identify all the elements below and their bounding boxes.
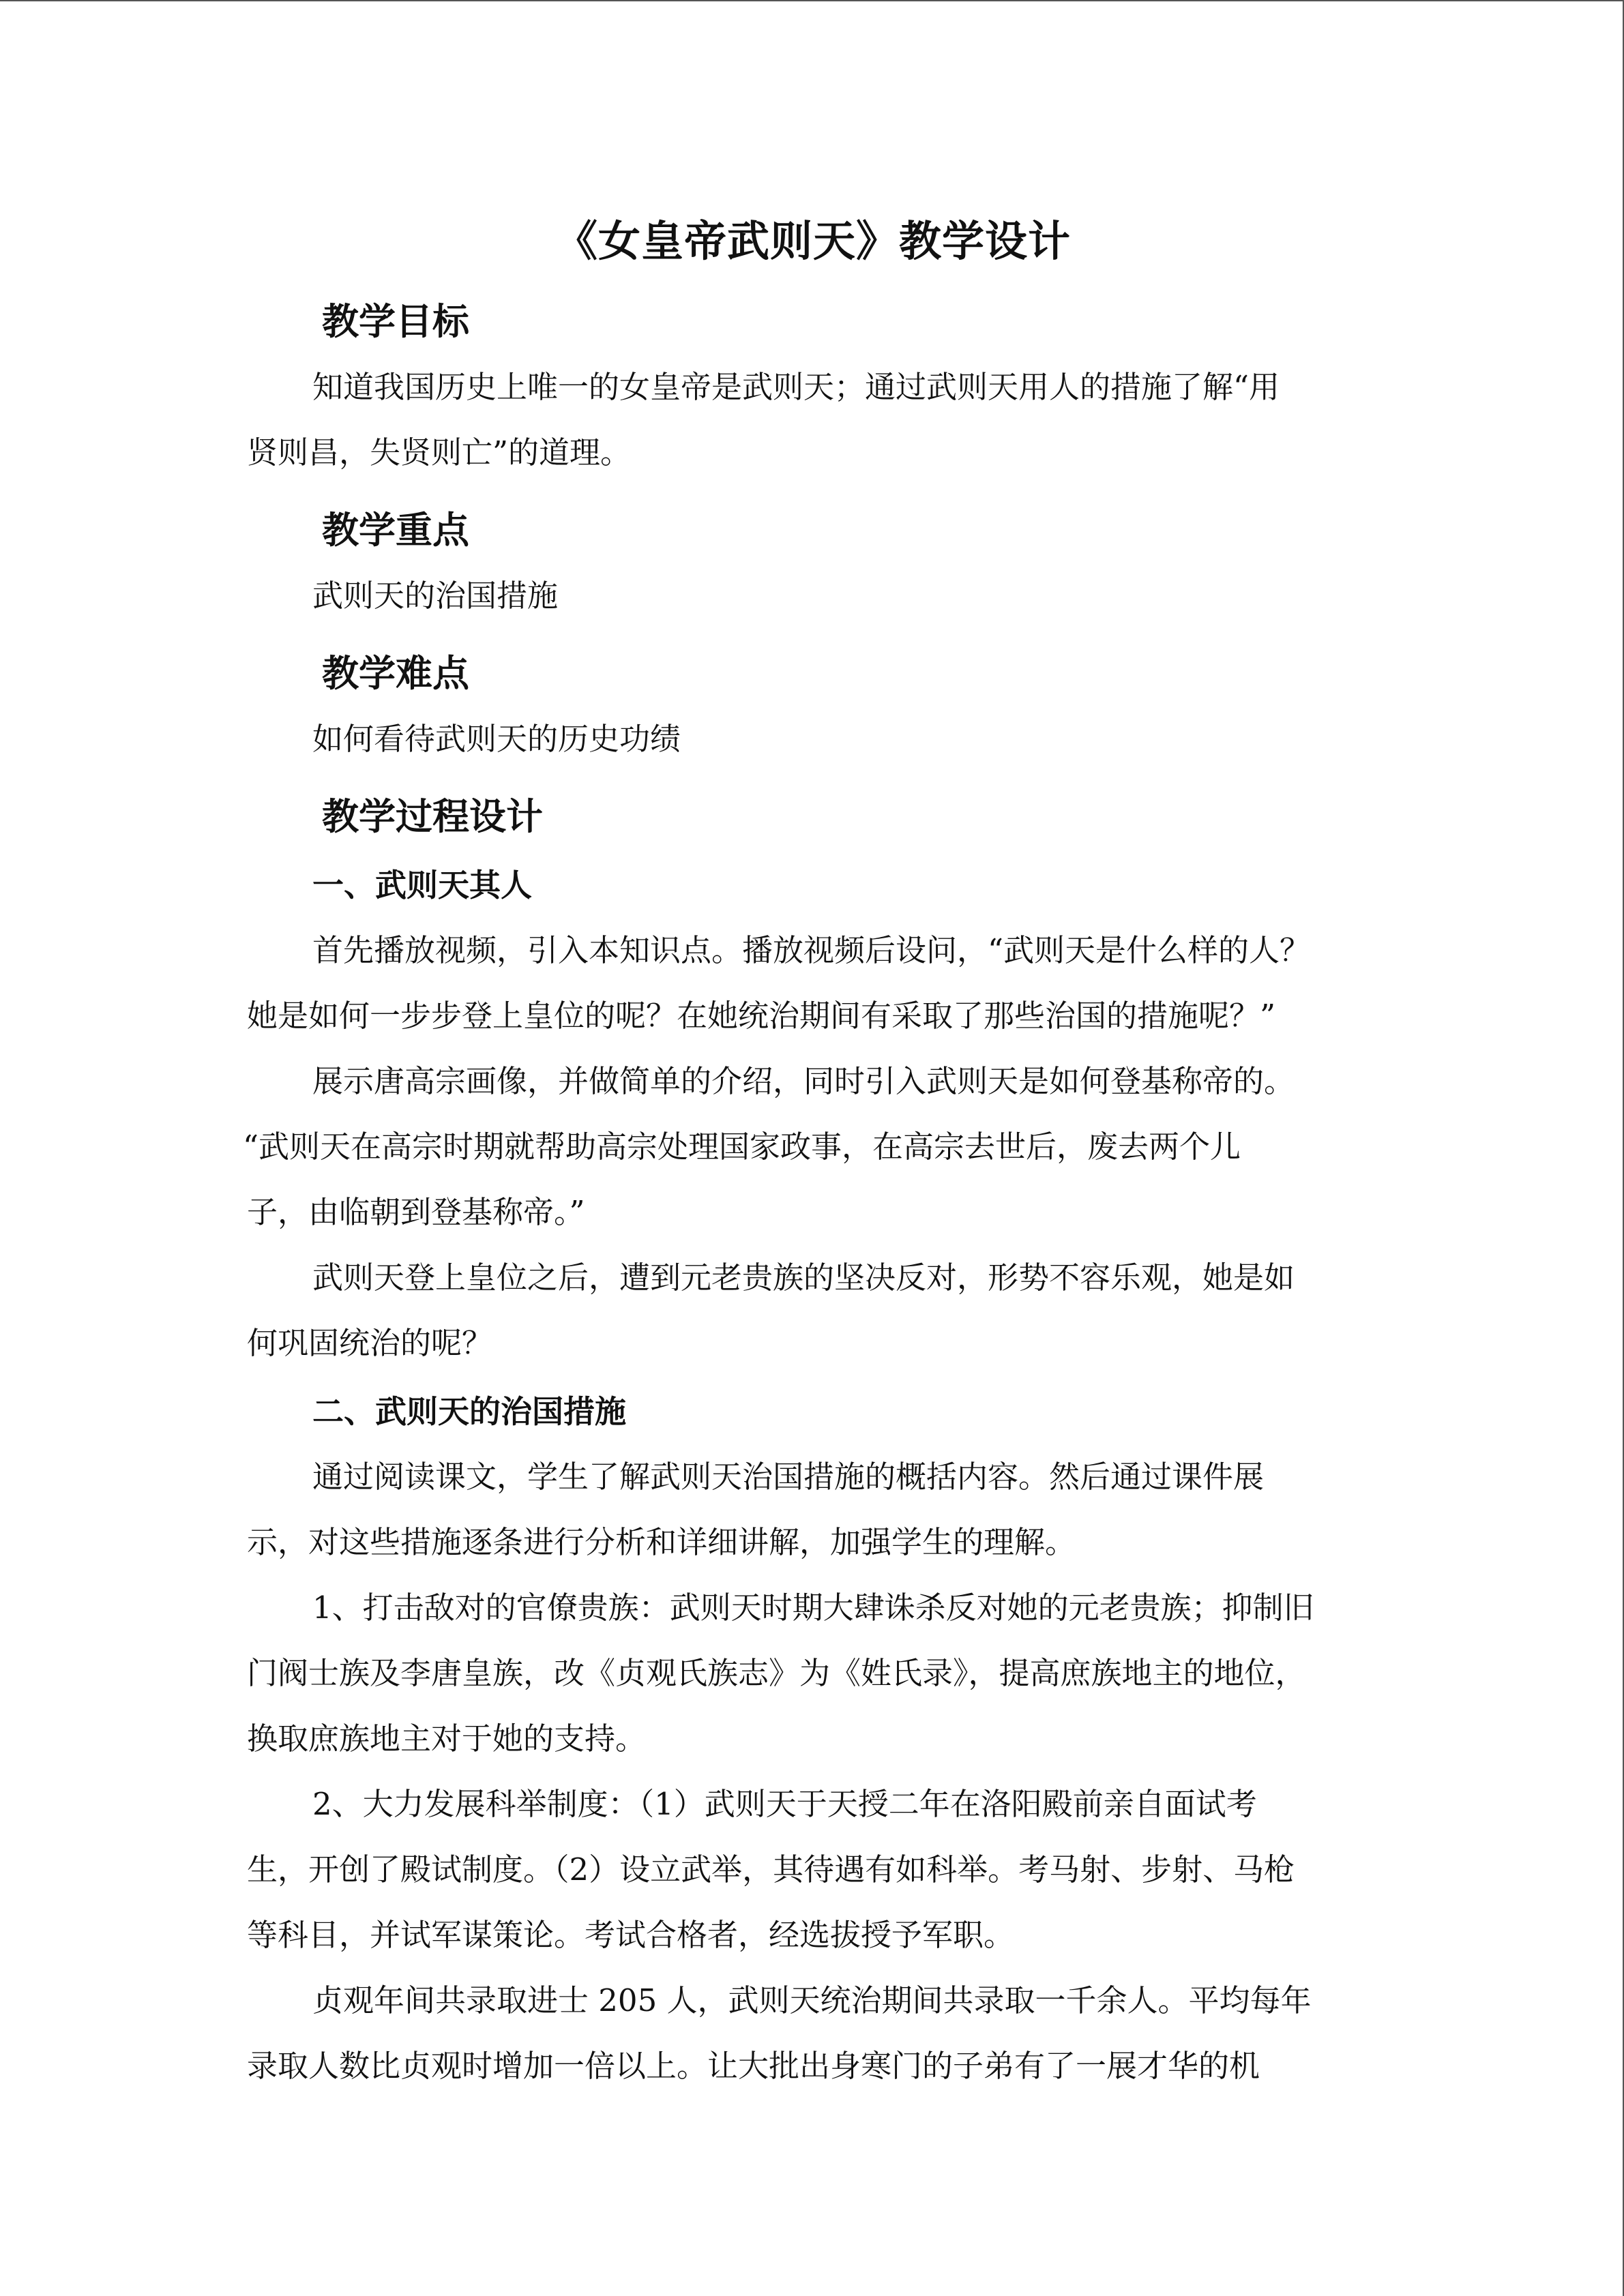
text-line: 录取人数比贞观时增加一倍以上。让大批出身寒门的子弟有了一展才华的机 <box>247 2048 1260 2084</box>
text-line: 子，由临朝到登基称帝。” <box>247 1194 585 1230</box>
text-line: 如何看待武则天的历史功绩 <box>312 721 681 757</box>
text-line: 武则天登上皇位之后，遭到元老贵族的坚决反对，形势不容乐观，她是如 <box>312 1259 1295 1296</box>
text-line: 知道我国历史上唯一的女皇帝是武则天；通过武则天用人的措施了解“用 <box>312 369 1280 405</box>
section-heading-goals: 教学目标 <box>322 300 469 343</box>
sub-heading-part2: 二、武则天的治国措施 <box>312 1393 626 1430</box>
text-line: “武则天在高宗时期就帮助高宗处理国家政事，在高宗去世后，废去两个儿 <box>243 1129 1241 1165</box>
section-heading-process: 教学过程设计 <box>322 795 543 838</box>
text-line: 首先播放视频，引入本知识点。播放视频后设问，“武则天是什么样的人？ <box>312 932 1311 968</box>
text-line: 贤则昌，失贤则亡”的道理。 <box>247 434 632 471</box>
text-line: 生，开创了殿试制度。（2）设立武举，其待遇有如科举。考马射、步射、马枪 <box>247 1851 1295 1888</box>
text-line: 她是如何一步步登上皇位的呢？在她统治期间有采取了那些治国的措施呢？” <box>247 998 1276 1034</box>
document-title: 《女皇帝武则天》教学设计 <box>555 216 1071 266</box>
paragraph-difficulties <box>247 706 1379 772</box>
text-line: 2、大力发展科举制度：（1）武则天于天授二年在洛阳殿前亲自面试考 <box>312 1786 1257 1822</box>
text-line: 武则天的治国措施 <box>312 578 559 614</box>
text-line: 等科目，并试军谋策论。考试合格者，经选拔授予军职。 <box>247 1917 1015 1953</box>
text-line: 1、打击敌对的官僚贵族：武则天时期大肆诛杀反对她的元老贵族；抑制旧 <box>312 1590 1314 1626</box>
sub-heading-part1: 一、武则天其人 <box>312 867 532 904</box>
paragraph-part1-p3 <box>247 1245 1379 1376</box>
paragraph-part2-p2 <box>247 1575 1379 1772</box>
paragraph-goals <box>247 355 1379 486</box>
document-content <box>243 206 1379 2099</box>
section-heading-difficulties: 教学难点 <box>322 652 469 695</box>
text-line: 展示唐高宗画像，并做简单的介绍，同时引入武则天是如何登基称帝的。 <box>312 1063 1295 1099</box>
text-line: 门阀士族及李唐皇族，改《贞观氏族志》为《姓氏录》，提高庶族地主的地位， <box>247 1655 1306 1691</box>
text-line: 贞观年间共录取进士 205 人，武则天统治期间共录取一千余人。平均每年 <box>312 1982 1312 2018</box>
paragraph-key-points <box>247 563 1379 629</box>
paragraph-part1-p1 <box>247 918 1379 1049</box>
text-line: 换取庶族地主对于她的支持。 <box>247 1720 647 1757</box>
section-heading-key-points: 教学重点 <box>322 509 469 552</box>
text-line: 何巩固统治的呢？ <box>247 1325 493 1361</box>
paragraph-part1-p2 <box>243 1049 1379 1245</box>
paragraph-part2-p3 <box>247 1772 1379 1968</box>
text-line: 通过阅读课文，学生了解武则天治国措施的概括内容。然后通过课件展 <box>312 1459 1265 1495</box>
text-line: 示，对这些措施逐条进行分析和详细讲解，加强学生的理解。 <box>247 1524 1076 1560</box>
paragraph-part2-p4 <box>247 1968 1379 2099</box>
paragraph-part2-p1 <box>247 1444 1379 1575</box>
